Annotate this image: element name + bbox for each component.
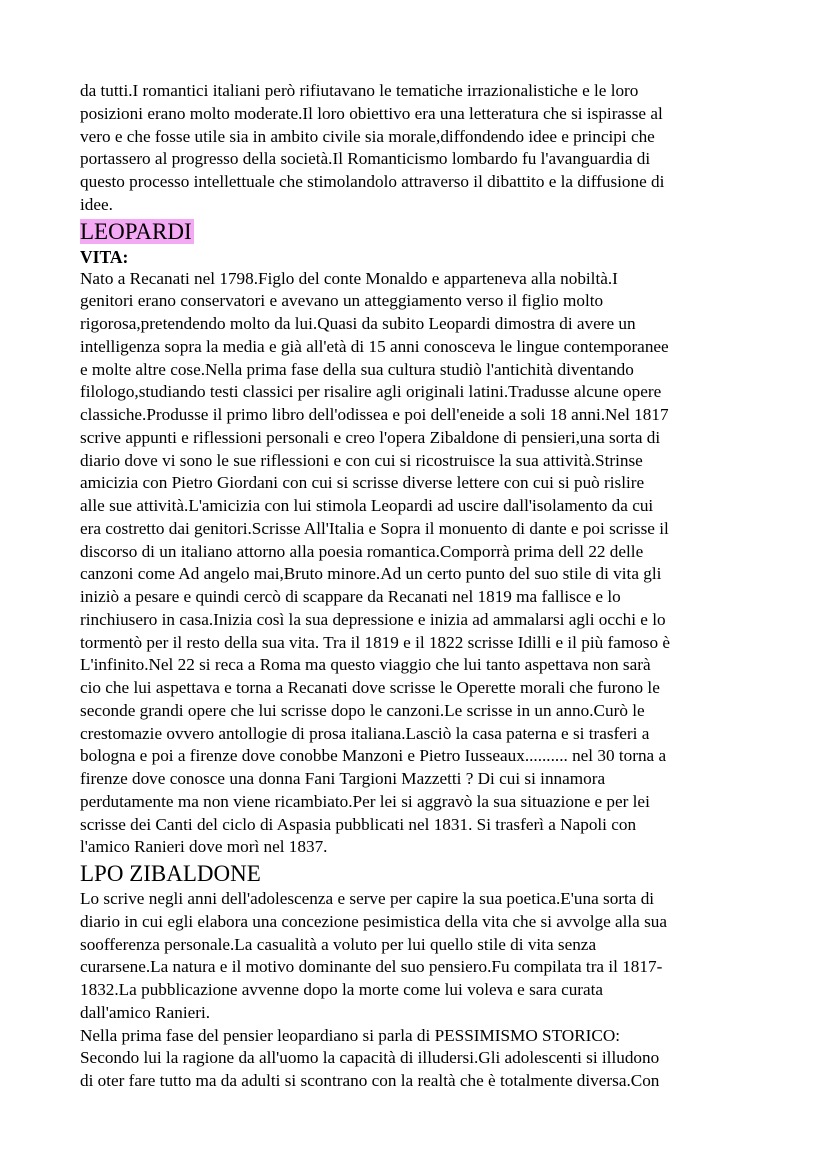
text-line: diario in cui egli elabora una concezione pesimistica della vita che si avvolge alla sua <box>80 911 668 931</box>
text-line: l'amico Ranieri dove morì nel 1837. <box>80 837 328 857</box>
text-line: soofferenza personale.La casualità a voluto per lui quello stile di vita senza <box>80 934 597 954</box>
text-line: diario dove vi sono le sue riflessioni e con cui si ricostruisce la sua attività.Strinse <box>80 450 643 470</box>
text-line: di oter fare tutto ma da adulti si scontrano con la realtà che è totalmente diversa.Con <box>80 1071 660 1090</box>
text-line: e molte altre cose.Nella prima fase della sua cultura studiò l'antichità diventando <box>80 359 634 379</box>
text-line: iniziò a pesare e quindi cercò di scappare da Recanati nel 1819 ma fallisce e lo <box>80 587 621 606</box>
text-line: portassero al progresso della società.Il Romanticismo lombardo fu l'avanguardia di <box>80 149 651 169</box>
text-line: Nato a Recanati nel 1798.Figlo del conte Monaldo e apparteneva alla nobiltà.I <box>80 268 618 288</box>
highlighted-title: LEOPARDI <box>80 218 192 244</box>
pessimismo-storico-paragraph <box>80 1025 760 1093</box>
leopardi-heading <box>80 217 760 246</box>
zibaldone-heading: LPO ZIBALDONE <box>80 861 261 886</box>
text-line: dall'amico Ranieri. <box>80 1002 211 1022</box>
text-line: perdutamente ma non viene ricambiato.Per lei si aggravò la sua situazione e per lei <box>80 791 650 811</box>
text-line: discorso di un italiano attorno alla poesia romantica.Comporrà prima dell 22 delle <box>80 541 644 561</box>
text-line: filologo,studiando testi classici per risalire agli originali latini.Tradusse alcune opere <box>80 382 662 402</box>
text-line: alle sue attività.L'amicizia con lui stimola Leopardi ad uscire dall'isolamento da cui <box>80 496 654 515</box>
text-line: crestomazie ovvero antollogie di prosa italiana.Lasciò la casa paterna e si trasferi a <box>80 723 650 743</box>
vita-subheading: VITA: <box>80 246 129 267</box>
text-line: Lo scrive negli anni dell'adolescenza e serve per capire la sua poetica.E'una sorta di <box>80 889 655 908</box>
text-line: intelligenza sopra la media e già all'età di 15 anni conosceva le lingue contemporanee <box>80 336 669 356</box>
text-line: questo processo intellettuale che stimolandolo attraverso il dibattito e la diffusione di <box>80 172 665 191</box>
text-line: firenze dove conosce una donna Fani Targioni Mazzetti ? Di cui si innamora <box>80 769 606 788</box>
text-line: vero e che fosse utile sia in ambito civile sia morale,diffondendo idee e principi che <box>80 126 655 146</box>
text-line: tormentò per il resto della sua vita. Tra il 1819 e il 1822 scrisse Idilli e il più famoso è <box>80 632 671 652</box>
text-line: 1832.La pubblicazione avvenne dopo la morte come lui voleva e sara curata <box>80 980 604 999</box>
text-line: posizioni erano molto moderate.Il loro obiettivo era una letteratura che si ispirasse al <box>80 103 663 123</box>
leopardi-vita-paragraph <box>80 268 760 860</box>
text-line: era costretto dai genitori.Scrisse All'Italia e Sopra il monuento di dante e poi scrisse il <box>80 518 669 538</box>
text-line: canzoni come Ad angelo mai,Bruto minore.Ad un certo punto del suo stile di vita gli <box>80 564 662 584</box>
text-line: Nella prima fase del pensier leopardiano si parla di PESSIMISMO STORICO: <box>80 1025 621 1045</box>
text-line: seconde grandi opere che lui scrisse dopo le canzoni.Le scrisse in un anno.Curò le <box>80 700 645 720</box>
text-line: scrive appunti e riflessioni personali e creo l'opera Zibaldone di pensieri,una sorta di <box>80 427 661 447</box>
text-line: Secondo lui la ragione da all'uomo la capacità di illudersi.Gli adolescenti si illudono <box>80 1048 660 1068</box>
document-page <box>80 80 760 1093</box>
text-line: scrisse dei Canti del ciclo di Aspasia pubblicati nel 1831. Si trasferì a Napoli con <box>80 814 637 834</box>
zibaldone-paragraph <box>80 888 760 1025</box>
text-line: curarsene.La natura e il motivo dominante del suo pensiero.Fu compilata tra il 1817- <box>80 957 663 977</box>
text-line: da tutti.I romantici italiani però rifiutavano le tematiche irrazionalistiche e le loro <box>80 81 639 100</box>
text-line: cio che lui aspettava e torna a Recanati dove scrisse le Operette morali che furono le <box>80 678 660 697</box>
text-line: classiche.Produsse il primo libro dell'odissea e poi dell'eneide a soli 18 anni.Nel 1817 <box>80 405 669 424</box>
text-line: L'infinito.Nel 22 si reca a Roma ma questo viaggio che lui tanto aspettava non sarà <box>80 655 651 675</box>
text-line: amicizia con Pietro Giordani con cui si scrisse diverse lettere con cui si può rislire <box>80 473 645 493</box>
text-line: rigorosa,pretendendo molto da lui.Quasi da subito Leopardi dimostra di avere un <box>80 314 636 333</box>
text-line: bologna e poi a firenze dove conobbe Manzoni e Pietro Iusseaux.......... nel 30 torna a <box>80 746 667 766</box>
text-line: rinchiusero in casa.Inizia così la sua depressione e inizia ad ammalarsi agli occhi e lo <box>80 609 666 629</box>
text-line: genitori erano conservatori e avevano un atteggiamento verso il figlio molto <box>80 291 604 311</box>
text-line: idee. <box>80 194 113 214</box>
intro-paragraph <box>80 80 760 217</box>
